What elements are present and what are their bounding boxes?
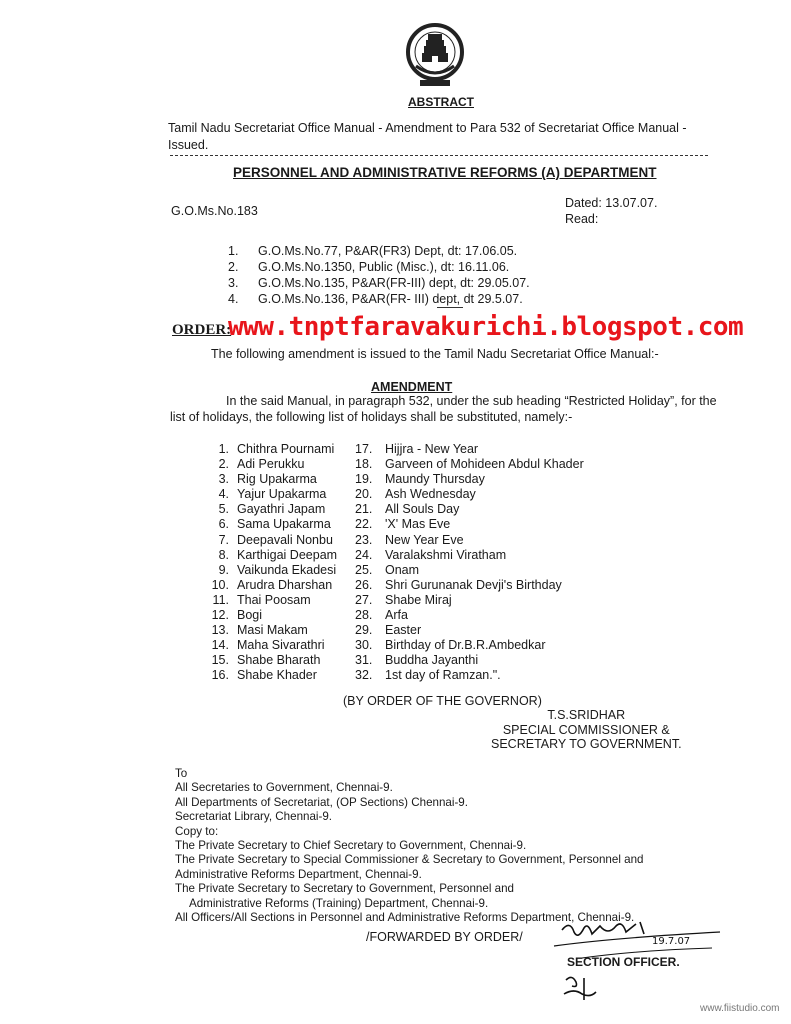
reference-text: G.O.Ms.No.77, P&AR(FR3) Dept, dt: 17.06.05.: [258, 244, 518, 258]
holiday-name: Shabe Bharath: [237, 653, 321, 668]
holiday-number: 1.: [218, 442, 229, 456]
list-item: [355, 653, 584, 668]
holiday-number: 19.: [355, 472, 373, 487]
list-item: [355, 472, 584, 487]
holiday-name: Adi Perukku: [237, 457, 305, 472]
list-item: [197, 502, 337, 517]
read-label: Read:: [565, 212, 599, 226]
abstract-title: ABSTRACT: [408, 95, 474, 109]
list-item: [197, 533, 337, 548]
holiday-number: 3.: [218, 472, 229, 487]
reference-number: 4.: [228, 292, 239, 306]
signer-name: T.S.SRIDHAR: [547, 708, 626, 722]
holiday-number: 23.: [355, 532, 373, 547]
holiday-number: 21.: [355, 502, 373, 517]
list-item: [197, 593, 337, 608]
holiday-number: 11.: [212, 592, 229, 607]
holiday-number: 27.: [355, 592, 373, 607]
holiday-name: New Year Eve: [385, 532, 464, 547]
list-item: [197, 623, 337, 638]
list-item: [355, 608, 584, 623]
list-item: [355, 593, 584, 608]
holiday-name: Onam: [385, 562, 420, 577]
holiday-number: 5.: [218, 502, 229, 517]
list-item: [197, 638, 337, 653]
copy-recipient: The Private Secretary to Special Commissioner & Secretary to Government, Personnel and: [175, 853, 644, 867]
holiday-name: Karthigai Deepam: [237, 547, 338, 562]
holiday-name: Shabe Khader: [237, 668, 317, 683]
signer-block: [491, 708, 682, 752]
reference-text: G.O.Ms.No.135, P&AR(FR-III) dept, dt: 29.05.07.: [258, 276, 530, 290]
reference-list: [228, 243, 530, 307]
holiday-number: 24.: [355, 547, 373, 562]
list-item: [197, 578, 337, 593]
holiday-name: Easter: [385, 623, 422, 638]
holiday-name: Thai Poosam: [237, 592, 311, 607]
list-item: [197, 563, 337, 578]
holiday-name: Garveen of Mohideen Abdul Khader: [385, 457, 584, 472]
holiday-name: Hijjra - New Year: [385, 442, 479, 456]
short-divider: [437, 307, 463, 308]
holiday-name: Ash Wednesday: [385, 487, 476, 502]
copy-recipient: The Private Secretary to Secretary to Government, Personnel and: [175, 882, 514, 896]
holiday-name: 'X' Mas Eve: [385, 517, 451, 532]
holiday-number: 13.: [211, 623, 229, 638]
holiday-number: 25.: [355, 562, 373, 577]
recipient: All Departments of Secretariat, (OP Sections) Chennai-9.: [175, 795, 468, 809]
holiday-number: 9.: [218, 562, 229, 577]
list-item: [197, 457, 337, 472]
reference-number: 2.: [228, 260, 239, 274]
holiday-name: Shri Gurunanak Devji's Birthday: [385, 577, 562, 592]
holiday-number: 28.: [355, 608, 373, 623]
dated-text: Dated: 13.07.07.: [565, 196, 658, 210]
list-item: [355, 668, 584, 683]
holiday-number: 31.: [355, 653, 373, 668]
signer-designation: SPECIAL COMMISSIONER &: [502, 722, 670, 737]
signer-designation: SECRETARY TO GOVERNMENT.: [491, 737, 682, 751]
holiday-number: 20.: [355, 487, 373, 502]
reference-item: [228, 291, 530, 307]
list-item: [355, 442, 584, 457]
list-item: [197, 442, 337, 457]
holiday-number: 8.: [218, 547, 229, 562]
reference-text: G.O.Ms.No.136, P&AR(FR- III) dept, dt 29.5.07.: [258, 292, 523, 306]
credit-text: www.fiistudio.com: [700, 1003, 780, 1014]
list-item: [355, 638, 584, 653]
forwarded-text: /FORWARDED BY ORDER/: [366, 930, 523, 944]
holiday-number: 14.: [211, 638, 229, 653]
divider-line: [170, 155, 708, 156]
holiday-list-right: [355, 442, 584, 684]
list-item: [355, 533, 584, 548]
list-item: [355, 502, 584, 517]
holiday-number: 12.: [211, 608, 229, 623]
holiday-name: Buddha Jayanthi: [385, 653, 479, 668]
list-item: [197, 472, 337, 487]
copy-label: Copy to:: [175, 824, 219, 838]
handwritten-initial: [560, 972, 610, 1004]
order-text: The following amendment is issued to the Tamil Nadu Secretariat Office Manual:-: [211, 347, 659, 361]
holiday-name: All Souls Day: [385, 502, 460, 517]
list-item: [197, 548, 337, 563]
reference-item: [228, 259, 530, 275]
list-item: [355, 623, 584, 638]
copy-recipient: All Officers/All Sections in Personnel and Administrative Reforms Department, Chennai-9.: [175, 911, 635, 925]
holiday-name: Yajur Upakarma: [237, 487, 327, 502]
holiday-name: Shabe Miraj: [385, 592, 452, 607]
watermark-url: www.tnptfaravakurichi.blogspot.com: [228, 312, 744, 342]
list-item: [355, 548, 584, 563]
holiday-name: Vaikunda Ekadesi: [237, 562, 337, 577]
holiday-name: Masi Makam: [237, 623, 308, 638]
holiday-number: 29.: [355, 623, 373, 638]
list-item: [355, 563, 584, 578]
copy-recipient: The Private Secretary to Chief Secretary to Government, Chennai-9.: [175, 839, 527, 853]
holiday-number: 30.: [355, 638, 373, 653]
holiday-name: Bogi: [237, 608, 263, 623]
tamil-nadu-emblem-icon: [404, 20, 466, 92]
holiday-number: 15.: [211, 653, 229, 668]
holiday-name: Maundy Thursday: [385, 472, 485, 487]
reference-text: G.O.Ms.No.1350, Public (Misc.), dt: 16.11.06.: [258, 260, 510, 274]
holiday-name: Sama Upakarma: [237, 517, 331, 532]
holiday-number: 2.: [218, 457, 229, 472]
list-item: [197, 608, 337, 623]
amendment-paragraph: In the said Manual, in paragraph 532, under the sub heading “Restricted Holiday”, for the list of holidays, the following list of holidays shall be substituted, namely:-: [170, 394, 717, 424]
list-item: [197, 487, 337, 502]
list-item: [197, 653, 337, 668]
holiday-name: Chithra Pournami: [237, 442, 335, 456]
subject-line: Tamil Nadu Secretariat Office Manual - Amendment to Para 532 of Secretariat Office Manual - Issued.: [168, 121, 687, 152]
holiday-number: 18.: [355, 457, 373, 472]
section-officer-label: SECTION OFFICER.: [567, 955, 680, 969]
holiday-name: Arfa: [385, 608, 408, 623]
reference-number: 1.: [228, 244, 239, 258]
recipient: Secretariat Library, Chennai-9.: [175, 810, 333, 824]
holiday-name: Arudra Dharshan: [237, 577, 333, 592]
holiday-number: 7.: [218, 532, 229, 547]
holiday-number: 17.: [355, 442, 373, 456]
holiday-number: 6.: [218, 517, 229, 532]
list-item: [355, 487, 584, 502]
list-item: [197, 668, 337, 683]
department-heading: PERSONNEL AND ADMINISTRATIVE REFORMS (A) DEPARTMENT: [233, 165, 657, 180]
holiday-number: 16.: [211, 668, 229, 683]
holiday-list-left: [197, 442, 337, 684]
holiday-number: 26.: [355, 577, 373, 592]
signature-date: 19.7.07: [652, 936, 691, 947]
by-order-text: (BY ORDER OF THE GOVERNOR): [343, 694, 542, 708]
holiday-name: Birthday of Dr.B.R.Ambedkar: [385, 638, 546, 653]
holiday-name: Deepavali Nonbu: [237, 532, 333, 547]
copy-recipient: Administrative Reforms Department, Chennai-9.: [175, 867, 422, 881]
list-item: [355, 517, 584, 532]
reference-item: [228, 243, 530, 259]
reference-item: [228, 275, 530, 291]
holiday-name: Maha Sivarathri: [237, 638, 325, 653]
holiday-name: Gayathri Japam: [237, 502, 326, 517]
list-item: [197, 517, 337, 532]
holiday-number: 22.: [355, 517, 373, 532]
holiday-name: Rig Upakarma: [237, 472, 317, 487]
recipient: All Secretaries to Government, Chennai-9.: [175, 781, 393, 795]
holiday-name: 1st day of Ramzan.".: [385, 668, 501, 683]
order-label: ORDER:: [172, 322, 232, 338]
holiday-name: Varalakshmi Viratham: [385, 547, 507, 562]
list-item: [355, 457, 584, 472]
list-item: [355, 578, 584, 593]
holiday-number: 32.: [355, 668, 373, 683]
to-label: To: [175, 767, 188, 780]
distribution-block: [175, 767, 643, 925]
holiday-number: 10.: [211, 577, 229, 592]
holiday-number: 4.: [218, 487, 229, 502]
reference-number: 3.: [228, 276, 239, 290]
amendment-title: AMENDMENT: [371, 380, 453, 394]
go-number: G.O.Ms.No.183: [171, 204, 258, 218]
copy-recipient: Administrative Reforms (Training) Department, Chennai-9.: [189, 896, 489, 910]
